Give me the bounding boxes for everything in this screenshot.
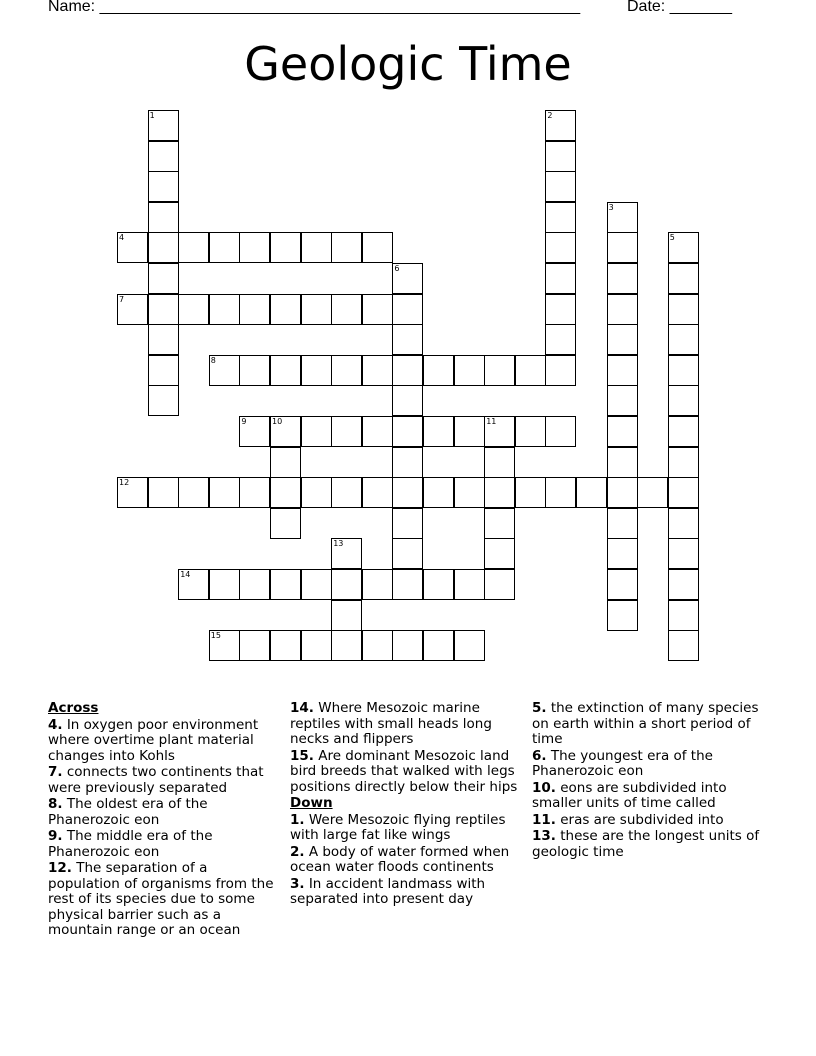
- grid-cell[interactable]: [668, 355, 699, 386]
- grid-cell[interactable]: [392, 294, 423, 325]
- grid-cell[interactable]: [331, 232, 362, 263]
- grid-cell[interactable]: [545, 324, 576, 355]
- grid-cell[interactable]: [668, 385, 699, 416]
- grid-cell[interactable]: [545, 232, 576, 263]
- grid-cell[interactable]: [607, 447, 638, 478]
- grid-cell[interactable]: [148, 141, 179, 172]
- clue-down-1: 1. Were Mesozoic flying reptiles with large fat like wings: [290, 811, 506, 843]
- grid-cell[interactable]: [484, 569, 515, 600]
- clue-number: 13: [333, 539, 344, 549]
- grid-cell[interactable]: [392, 508, 423, 539]
- grid-cell[interactable]: [607, 508, 638, 539]
- clue-across-8: 8. The oldest era of the Phanerozoic eon: [48, 796, 208, 828]
- grid-cell[interactable]: [454, 355, 485, 386]
- grid-cell[interactable]: [148, 110, 179, 141]
- page-title: Geologic Time: [244, 37, 572, 91]
- grid-cell[interactable]: [668, 569, 699, 600]
- clue-number: 8: [210, 355, 216, 365]
- grid-cell[interactable]: [392, 538, 423, 569]
- grid-cell[interactable]: [209, 355, 240, 386]
- grid-cell[interactable]: [545, 477, 576, 508]
- grid-cell[interactable]: [209, 630, 240, 661]
- grid-cell[interactable]: [331, 416, 362, 447]
- grid-cell[interactable]: [239, 294, 270, 325]
- grid-cell[interactable]: [117, 294, 148, 325]
- grid-cell[interactable]: [545, 171, 576, 202]
- grid-cell[interactable]: [515, 355, 546, 386]
- grid-cell[interactable]: [607, 385, 638, 416]
- grid-cell[interactable]: [668, 324, 699, 355]
- grid-cell[interactable]: [607, 202, 638, 233]
- grid-cell[interactable]: [423, 569, 454, 600]
- name-field[interactable]: Name: ______________________________________________________: [48, 0, 581, 15]
- grid-cell[interactable]: [392, 569, 423, 600]
- clue-number: 9: [241, 417, 247, 426]
- grid-cell[interactable]: [331, 355, 362, 386]
- clue-number: 2: [547, 111, 553, 120]
- clue-across-12: 12. The separation of a population of organisms from the rest of its species due to some physical barrier such as a mountain range or an ocean: [48, 860, 274, 938]
- grid-cell[interactable]: [392, 416, 423, 447]
- grid-cell[interactable]: [270, 416, 301, 447]
- grid-cell[interactable]: [362, 294, 393, 325]
- clue-number: 7: [119, 294, 125, 304]
- grid-cell[interactable]: [301, 232, 332, 263]
- clue-down-6: 6. The youngest era of the Phanerozoic eon: [532, 747, 713, 779]
- grid-cell[interactable]: [270, 508, 301, 539]
- grid-cell[interactable]: [607, 538, 638, 569]
- grid-cell[interactable]: [392, 263, 423, 294]
- grid-cell[interactable]: [423, 477, 454, 508]
- grid-cell[interactable]: [331, 538, 362, 569]
- grid-cell[interactable]: [668, 630, 699, 661]
- grid-cell[interactable]: [270, 569, 301, 600]
- clue-down-2: 2. A body of water formed when ocean water floods continents: [290, 843, 510, 875]
- grid-cell[interactable]: [301, 294, 332, 325]
- grid-cell[interactable]: [209, 477, 240, 508]
- grid-cell[interactable]: [484, 538, 515, 569]
- clue-across-9: 9. The middle era of the Phanerozoic eon: [48, 828, 213, 860]
- grid-cell[interactable]: [331, 569, 362, 600]
- clue-number: 1: [149, 111, 155, 120]
- grid-cell[interactable]: [392, 385, 423, 416]
- clue-down-10: 10. eons are subdivided into smaller units of time called: [532, 779, 727, 811]
- grid-cell[interactable]: [117, 477, 148, 508]
- clue-number: 5: [669, 233, 675, 243]
- grid-cell[interactable]: [270, 447, 301, 478]
- clue-number: 15: [210, 631, 221, 641]
- grid-cell[interactable]: [484, 447, 515, 478]
- clue-down-5: 5. the extinction of many species on earth within a short period of time: [532, 700, 759, 747]
- grid-cell[interactable]: [148, 385, 179, 416]
- grid-cell[interactable]: [178, 477, 209, 508]
- grid-cell[interactable]: [148, 477, 179, 508]
- clue-across-7: 7. connects two continents that were previously separated: [48, 764, 264, 796]
- grid-cell[interactable]: [148, 355, 179, 386]
- grid-cell[interactable]: [545, 294, 576, 325]
- grid-cell[interactable]: [301, 355, 332, 386]
- clue-number: 14: [180, 570, 191, 579]
- grid-cell[interactable]: [270, 232, 301, 263]
- clue-across-14: 14. Where Mesozoic marine reptiles with small heads long necks and flippers: [290, 700, 492, 747]
- clue-down-11: 11. eras are subdivided into: [532, 811, 724, 828]
- grid-cell[interactable]: [668, 447, 699, 478]
- grid-cell[interactable]: [607, 416, 638, 447]
- grid-cell[interactable]: [392, 324, 423, 355]
- grid-cell[interactable]: [607, 263, 638, 294]
- grid-cell[interactable]: [545, 416, 576, 447]
- grid-cell[interactable]: [148, 171, 179, 202]
- grid-cell[interactable]: [270, 630, 301, 661]
- grid-cell[interactable]: [484, 477, 515, 508]
- grid-cell[interactable]: [607, 477, 638, 508]
- clue-number: 6: [394, 264, 400, 273]
- clue-down-3: 3. In accident landmass with separated into present day: [290, 875, 486, 907]
- grid-cell[interactable]: [239, 355, 270, 386]
- grid-cell[interactable]: [607, 569, 638, 600]
- grid-cell[interactable]: [607, 355, 638, 386]
- grid-cell[interactable]: [484, 416, 515, 447]
- grid-cell[interactable]: [392, 355, 423, 386]
- grid-cell[interactable]: [239, 477, 270, 508]
- grid-cell[interactable]: [576, 477, 607, 508]
- grid-cell[interactable]: [668, 600, 699, 631]
- grid-cell[interactable]: [607, 232, 638, 263]
- grid-cell[interactable]: [668, 416, 699, 447]
- grid-cell[interactable]: [178, 569, 209, 600]
- grid-cell[interactable]: [515, 416, 546, 447]
- grid-cell[interactable]: [362, 355, 393, 386]
- clue-down-13: 13. these are the longest units of geologic time: [532, 828, 760, 860]
- grid-cell[interactable]: [301, 416, 332, 447]
- clue-across-4: 4. In oxygen poor environment where overtime plant material changes into Kohls: [48, 716, 259, 764]
- grid-cell[interactable]: [209, 232, 240, 263]
- across-heading: Across: [48, 700, 99, 716]
- clue-column-2: [290, 701, 520, 909]
- grid-cell[interactable]: [270, 294, 301, 325]
- grid-cell[interactable]: [607, 294, 638, 325]
- grid-cell[interactable]: [607, 324, 638, 355]
- grid-cell[interactable]: [454, 416, 485, 447]
- grid-cell[interactable]: [362, 569, 393, 600]
- grid-cell[interactable]: [362, 416, 393, 447]
- grid-cell[interactable]: [239, 569, 270, 600]
- grid-cell[interactable]: [423, 630, 454, 661]
- clue-number: 4: [119, 233, 125, 243]
- clue-across-15: 15. Are dominant Mesozoic land bird breeds that walked with legs positions directly below their hips: [290, 747, 518, 795]
- grid-cell[interactable]: [454, 630, 485, 661]
- clue-column-3: [532, 701, 762, 861]
- grid-cell[interactable]: [148, 263, 179, 294]
- grid-cell[interactable]: [331, 630, 362, 661]
- grid-cell[interactable]: [484, 508, 515, 539]
- grid-cell[interactable]: [668, 508, 699, 539]
- grid-cell[interactable]: [423, 416, 454, 447]
- grid-cell[interactable]: [362, 477, 393, 508]
- grid-cell[interactable]: [301, 630, 332, 661]
- grid-cell[interactable]: [515, 477, 546, 508]
- grid-cell[interactable]: [484, 355, 515, 386]
- grid-cell[interactable]: [392, 477, 423, 508]
- grid-cell[interactable]: [454, 477, 485, 508]
- grid-cell[interactable]: [362, 630, 393, 661]
- grid-cell[interactable]: [270, 355, 301, 386]
- grid-cell[interactable]: [239, 232, 270, 263]
- clue-number: 10: [272, 417, 283, 426]
- grid-cell[interactable]: [454, 569, 485, 600]
- grid-cell[interactable]: [331, 294, 362, 325]
- grid-cell[interactable]: [607, 600, 638, 631]
- grid-cell[interactable]: [668, 263, 699, 294]
- grid-cell[interactable]: [331, 600, 362, 631]
- grid-cell[interactable]: [148, 202, 179, 233]
- grid-cell[interactable]: [239, 416, 270, 447]
- clue-number: 11: [486, 417, 497, 426]
- grid-cell[interactable]: [545, 110, 576, 141]
- grid-cell[interactable]: [178, 294, 209, 325]
- clue-number: 3: [608, 202, 614, 212]
- grid-cell[interactable]: [178, 232, 209, 263]
- grid-cell[interactable]: [668, 538, 699, 569]
- grid-cell[interactable]: [148, 324, 179, 355]
- grid-cell[interactable]: [362, 232, 393, 263]
- grid-cell[interactable]: [392, 630, 423, 661]
- grid-cell[interactable]: [637, 477, 668, 508]
- grid-cell[interactable]: [545, 202, 576, 233]
- grid-cell[interactable]: [270, 477, 301, 508]
- grid-cell[interactable]: [239, 630, 270, 661]
- grid-cell[interactable]: [545, 141, 576, 172]
- date-field[interactable]: Date: _______: [627, 0, 732, 15]
- grid-cell[interactable]: [209, 569, 240, 600]
- grid-cell[interactable]: [148, 232, 179, 263]
- grid-cell[interactable]: [392, 447, 423, 478]
- grid-cell[interactable]: [301, 477, 332, 508]
- grid-cell[interactable]: [668, 294, 699, 325]
- grid-cell[interactable]: [668, 477, 699, 508]
- grid-cell[interactable]: [545, 355, 576, 386]
- grid-cell[interactable]: [117, 232, 148, 263]
- clue-number: 12: [119, 478, 130, 488]
- grid-cell[interactable]: [331, 477, 362, 508]
- grid-cell[interactable]: [301, 569, 332, 600]
- grid-cell[interactable]: [423, 355, 454, 386]
- clue-column-1: [48, 701, 278, 940]
- grid-cell[interactable]: [148, 294, 179, 325]
- down-heading: Down: [290, 795, 333, 811]
- grid-cell[interactable]: [209, 294, 240, 325]
- grid-cell[interactable]: [668, 232, 699, 263]
- grid-cell[interactable]: [545, 263, 576, 294]
